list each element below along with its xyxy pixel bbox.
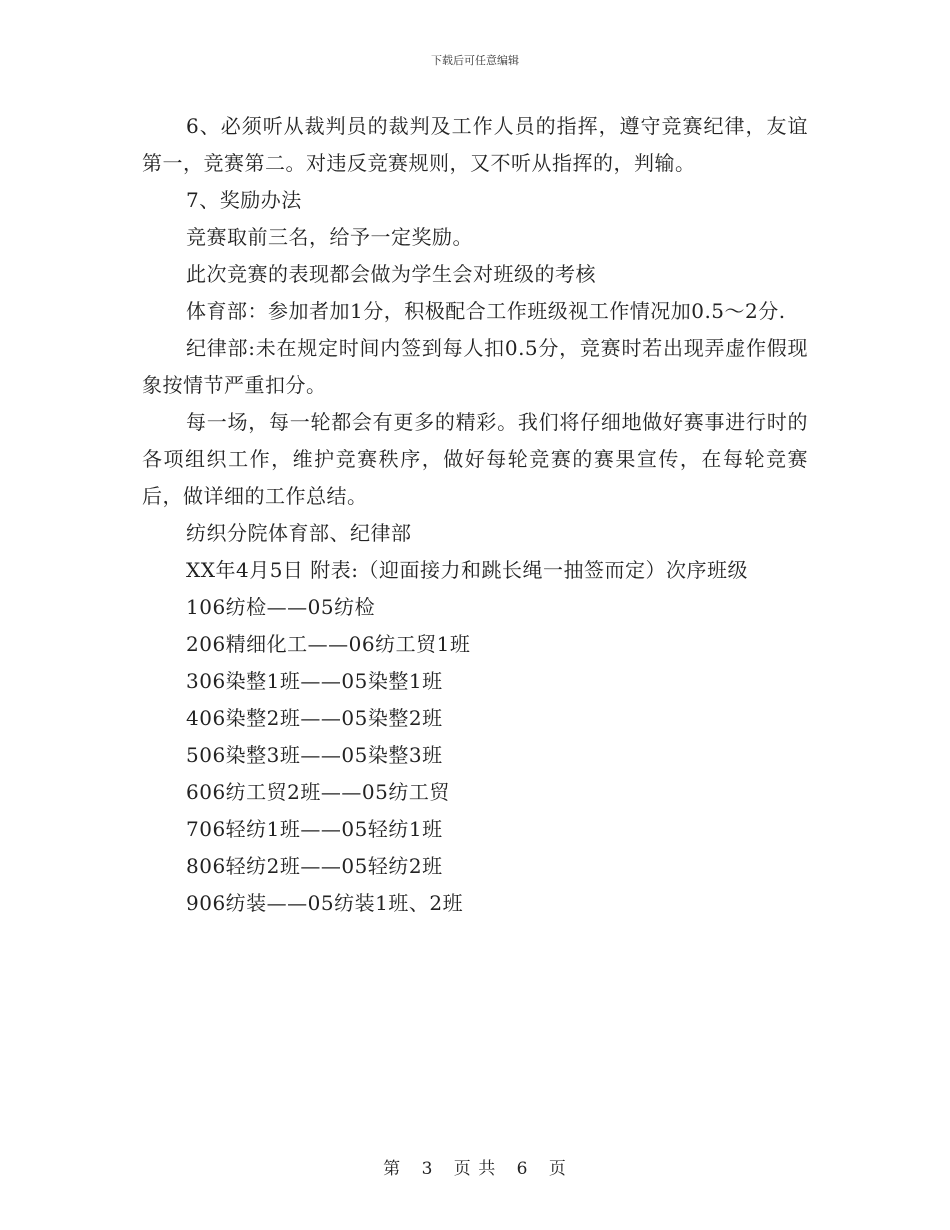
list-item: 106纺检——05纺检 [186, 595, 376, 619]
list-item: 506染整3班——05染整3班 [186, 743, 443, 767]
list-item: 806轻纺2班——05轻纺2班 [186, 854, 443, 878]
page-label-mid: 页 共 [453, 1159, 497, 1179]
rule-6-paragraph: 6、必须听从裁判员的裁判及工作人员的指挥，遵守竞赛纪律，友谊第一，竞赛第二。对违反竞赛规则，又不听从指挥的，判输。 [142, 114, 808, 175]
list-item: 306染整1班——05染整1班 [186, 669, 443, 693]
current-page-number: 3 [421, 1159, 434, 1179]
reward-heading: 7、奖励办法 [186, 188, 302, 212]
schedule-list [142, 589, 808, 922]
assessment-paragraph: 此次竞赛的表现都会做为学生会对班级的考核 [186, 262, 596, 286]
discipline-dept-paragraph: 纪律部:未在规定时间内签到每人扣0.5分，竞赛时若出现弄虚作假现象按情节严重扣分。 [142, 336, 808, 397]
list-item: 406染整2班——05染整2班 [186, 706, 443, 730]
page-footer [0, 1154, 950, 1179]
list-item: 206精细化工——06纺工贸1班 [186, 632, 471, 656]
list-item: 906纺装——05纺装1班、2班 [186, 891, 464, 915]
date-and-appendix-line: XX年4月5日 附表:（迎面接力和跳长绳一抽签而定）次序班级 [186, 558, 749, 582]
signature-department: 纺织分院体育部、纪律部 [186, 521, 412, 545]
document-body [142, 108, 808, 922]
download-edit-note: 下载后可任意编辑 [431, 54, 519, 67]
page-label-suffix: 页 [548, 1159, 567, 1179]
page-label-prefix: 第 [383, 1159, 402, 1179]
sports-dept-paragraph: 体育部：参加者加1分，积极配合工作班级视工作情况加0.5～2分. [186, 299, 786, 323]
reward-paragraph: 竞赛取前三名，给予一定奖励。 [186, 225, 473, 249]
total-pages-number: 6 [516, 1159, 529, 1179]
list-item: 606纺工贸2班——05纺工贸 [186, 780, 450, 804]
list-item: 706轻纺1班——05轻纺1班 [186, 817, 443, 841]
closing-paragraph: 每一场，每一轮都会有更多的精彩。我们将仔细地做好赛事进行时的各项组织工作，维护竞赛秩序，做好每轮竞赛的赛果宣传，在每轮竞赛后，做详细的工作总结。 [142, 410, 808, 508]
